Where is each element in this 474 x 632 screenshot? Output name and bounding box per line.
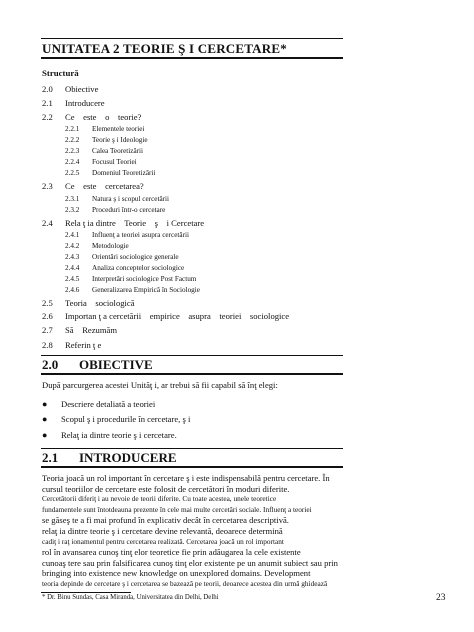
- intro-bottom-rule: [41, 466, 343, 468]
- toc-label: Focusul Teoriei: [92, 158, 137, 166]
- bullet-icon: ●: [42, 414, 48, 424]
- toc-label: Teorie ş i Ideologie: [92, 136, 148, 144]
- toc-number: 2.4.3: [65, 253, 80, 261]
- intro-heading-number: 2.1: [42, 450, 59, 465]
- paragraph-line: cadiţ i raţ ionamentul pentru cercetarea realizată. Cercetarea joacă un rol important: [42, 536, 284, 546]
- bullet-icon: ●: [42, 399, 48, 409]
- paragraph-line: bringing into existence new knowledge on unexplored domains. Development: [42, 568, 311, 579]
- objective-text: Descriere detaliată a teoriei: [61, 399, 156, 409]
- intro-heading: [42, 450, 177, 466]
- paragraph-line: cunoaş tere sau prin falsificarea cunoş tinţ elor existente pe un anumit subiect sau prin: [42, 557, 338, 568]
- toc-label: Rela ţ ia dintre Teorie ş i Cercetare: [65, 218, 205, 228]
- intro-top-rule: [41, 448, 343, 449]
- bullet-icon: ●: [42, 430, 48, 440]
- title-top-rule: [41, 38, 343, 39]
- toc-number: 2.4: [42, 218, 53, 228]
- toc-label: Orientări sociologice generale: [92, 253, 179, 261]
- toc-label: Interpretări sociologice Post Factum: [92, 275, 197, 283]
- toc-number: 2.6: [42, 311, 53, 321]
- toc-label: Analiza conceptelor sociologice: [92, 264, 185, 272]
- objective-heading: [42, 357, 153, 373]
- unit-title: UNITATEA 2 TEORIE Ş I CERCETARE*: [42, 41, 287, 56]
- toc-number: 2.0: [42, 84, 53, 94]
- toc-label: Introducere: [65, 98, 105, 108]
- toc-number: 2.8: [42, 340, 53, 350]
- toc-number: 2.4.2: [65, 242, 80, 250]
- toc-label: Ce este o teorie?: [65, 112, 142, 122]
- footnote: * Dr. Binu Sundas, Casa Miranda, Universitatea din Delhi, Delhi: [42, 594, 219, 601]
- toc-number: 2.2.5: [65, 169, 80, 177]
- objective-top-rule: [41, 355, 343, 356]
- paragraph-line: se găseş te a fi mai profund în explicativ decât în cercetarea descriptivă.: [42, 515, 289, 526]
- toc-number: 2.4.5: [65, 275, 80, 283]
- objective-text: Scopul ş i procedurile în cercetare, ş i: [61, 414, 191, 424]
- footnote-rule: [41, 592, 131, 593]
- toc-label: Domeniul Teoretizării: [92, 169, 156, 177]
- page-number: 23: [436, 593, 446, 603]
- toc-label: Influenţ a teoriei asupra cercetării: [92, 231, 189, 239]
- toc-number: 2.1: [42, 98, 53, 108]
- toc-label: Generalizarea Empirică în Sociologie: [92, 286, 200, 294]
- toc-label: Natura ş i scopul cercetării: [92, 195, 170, 203]
- toc-label: Importan ţ a cercetării empirice asupra teoriei sociologice: [65, 311, 290, 321]
- paragraph-line: teoria depinde de cercetare ş i cercetarea se bazează pe teorii, deoarece acestea din urmă ghidează: [42, 578, 328, 588]
- toc-number: 2.5: [42, 298, 53, 308]
- toc-label: Teoria sociologică: [65, 298, 135, 308]
- paragraph-line: rol în avansarea cunoş tinţ elor teoretice fie prin adăugarea la cele existente: [42, 547, 301, 558]
- intro-heading-title: INTRODUCERE: [79, 450, 177, 465]
- toc-number: 2.3.2: [65, 206, 80, 214]
- objective-heading-number: 2.0: [42, 357, 59, 372]
- toc-number: 2.4.1: [65, 231, 80, 239]
- toc-label: Calea Teoretizării: [92, 147, 144, 155]
- toc-number: 2.2.4: [65, 158, 80, 166]
- paragraph-line: cursul teoriilor de cercetare este folosit de cercetători în moduri diferite.: [42, 483, 290, 494]
- objective-bottom-rule: [41, 373, 343, 375]
- toc-number: 2.2.3: [65, 147, 80, 155]
- objective-text: Relaţ ia dintre teorie ş i cercetare.: [61, 430, 177, 440]
- title-bottom-rule: [41, 57, 343, 59]
- objective-intro: După parcurgerea acestei Unităţ i, ar trebui să fii capabil să înţ elegi:: [42, 380, 278, 390]
- structure-label: Structură: [42, 68, 79, 78]
- toc-number: 2.3.1: [65, 195, 80, 203]
- toc-number: 2.2: [42, 112, 53, 122]
- toc-number: 2.3: [42, 181, 53, 191]
- paragraph-line: Teoria joacă un rol important în cercetare ş i este indispensabilă pentru cercetare. În: [42, 473, 330, 483]
- toc-label: Proceduri într-o cercetare: [92, 206, 166, 214]
- objective-heading-title: OBIECTIVE: [79, 357, 153, 372]
- toc-label: Metodologie: [92, 242, 129, 250]
- toc-number: 2.4.6: [65, 286, 80, 294]
- toc-label: Obiective: [65, 84, 99, 94]
- toc-label: Referin ţ e: [65, 340, 102, 350]
- paragraph-line: relaţ ia dintre teorie ş i cercetare devine relevantă, deoarece determină: [42, 525, 283, 536]
- toc-number: 2.2.2: [65, 136, 80, 144]
- toc-number: 2.7: [42, 325, 53, 335]
- toc-label: Ce este cercetarea?: [65, 181, 144, 191]
- paragraph-line: fundamentele sunt întotdeauna prezente în cele mai multe cercetări sociale. Influenţ a teoriei: [42, 504, 312, 514]
- toc-label: Să Rezumăm: [65, 325, 118, 335]
- toc-number: 2.4.4: [65, 264, 80, 272]
- intro-paragraph: [42, 473, 347, 590]
- toc-number: 2.2.1: [65, 125, 80, 133]
- toc-label: Elementele teoriei: [92, 125, 145, 133]
- paragraph-line: Cercetătorii diferiţ i au nevoie de teorii diferite. Cu toate acestea, unele teoretice: [42, 494, 277, 504]
